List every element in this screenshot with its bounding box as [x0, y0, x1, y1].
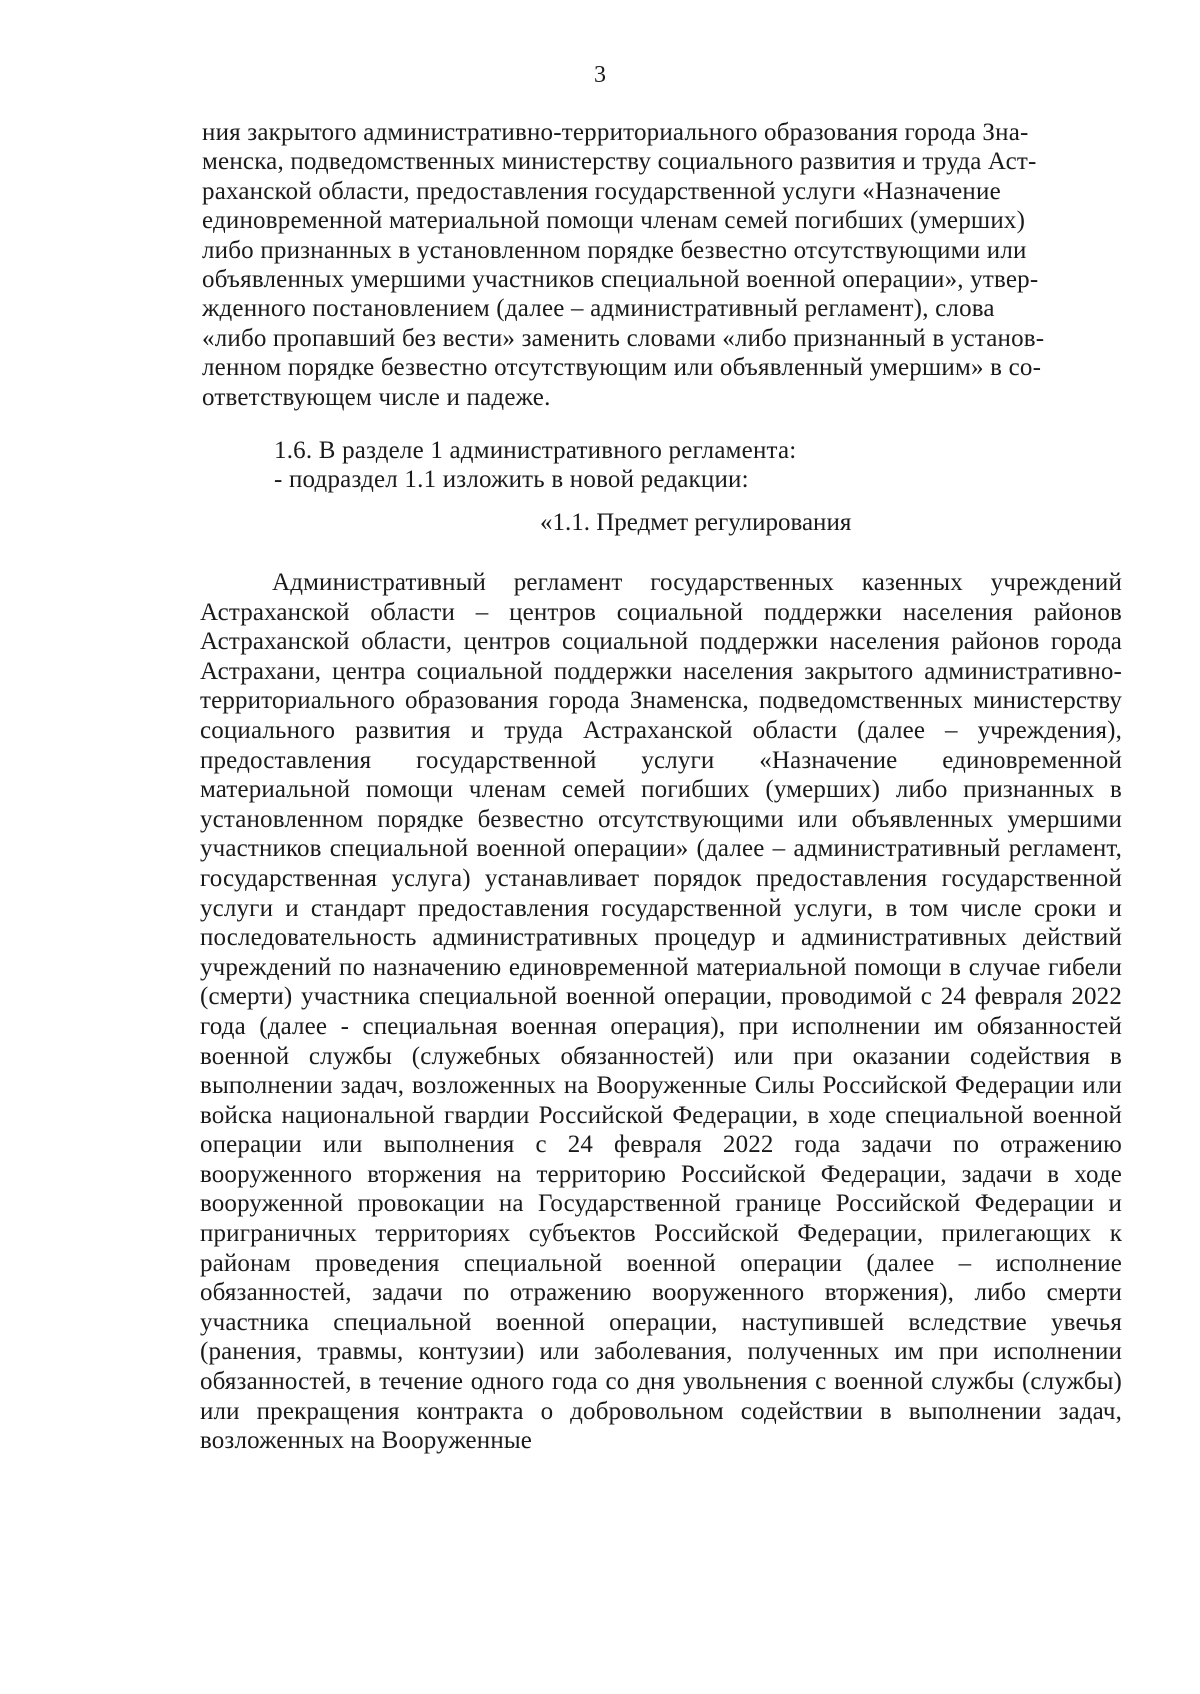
intro-line: ответствующем числе и падеже.	[202, 383, 551, 411]
intro-line: ния закрытого административно-территориального образования города Зна-	[202, 119, 1029, 146]
intro-line: «либо пропавший без вести» заменить словами «либо признанный в установ-	[202, 324, 1045, 352]
section-heading: «1.1. Предмет регулирования	[540, 509, 852, 536]
intro-line: ленном порядке безвестно отсутствующим или объявленный умершим» в со-	[202, 354, 1042, 382]
item-list	[202, 436, 1120, 495]
intro-line: менска, подведомственных министерству социального развития и труда Аст-	[202, 148, 1037, 176]
intro-line: объявленных умершими участников специальной военной операции», утвер-	[202, 265, 1039, 293]
intro-line: единовременной материальной помощи членам семей погибших (умерших)	[202, 207, 1026, 235]
intro-line: либо признанных в установленном порядке безвестно отсутствующими или	[202, 236, 1027, 264]
subitem-1-1: - подраздел 1.1 изложить в новой редакции:	[274, 466, 749, 494]
page-number: 3	[594, 62, 606, 88]
intro-line: жденного постановлением (далее – административный регламент), слова	[202, 295, 995, 323]
main-paragraph: Административный регламент государственных казенных учреждений Астраханской области – центров социальной поддержки населения районов Астраханской области, центров социальной поддержки населения районов города Астрахани, центра социальной поддержки населения закрытого административно-территориального образования города Знаменска, подведомственных министерству социального развития и труда Астраханской области (далее – учреждения), предоставления государственной услуги «Назначение единовременной материальной помощи членам семей погибших (умерших) либо признанных в установленном порядке безвестно отсутствующими или объявленных умершими участников специальной военной операции» (далее – административный регламент, государственная услуга) устанавливает порядок предоставления государственной услуги и стандарт предоставления государственной услуги, в том числе сроки и последовательность административных процедур и административных действий учреждений по назначению единовременной материальной помощи в случае гибели (смерти) участника специальной военной операции, проводимой с 24 февраля 2022 года (далее - специальная военная операция), при исполнении им обязанностей военной службы (служебных обязанностей) или при оказании содействия в выполнении задач, возложенных на Вооруженные Силы Российской Федерации или войска национальной гвардии Российской Федерации, в ходе специальной военной операции или выполнения с 24 февраля 2022 года задачи по отражению вооруженного вторжения на территорию Российской Федерации, задачи в ходе вооруженной провокации на Государственной границе Российской Федерации и приграничных территориях субъектов Российской Федерации, прилегающих к районам проведения специальной военной операции (далее – исполнение обязанностей, задачи по отражению вооруженного вторжения), либо смерти участника специальной военной операции, наступившей вследствие увечья (ранения, травмы, контузии) или заболевания, полученных им при исполнении обязанностей, в течение одного года со дня увольнения с военной службы (службы) или прекращения контракта о добровольном содействии в выполнении задач, возложенных на Вооруженные	[200, 569, 1122, 1455]
intro-paragraph	[202, 118, 1120, 412]
intro-line: раханской области, предоставления государственной услуги «Назначение	[202, 177, 1001, 205]
item-1-6: 1.6. В разделе 1 административного регламента:	[274, 437, 797, 464]
